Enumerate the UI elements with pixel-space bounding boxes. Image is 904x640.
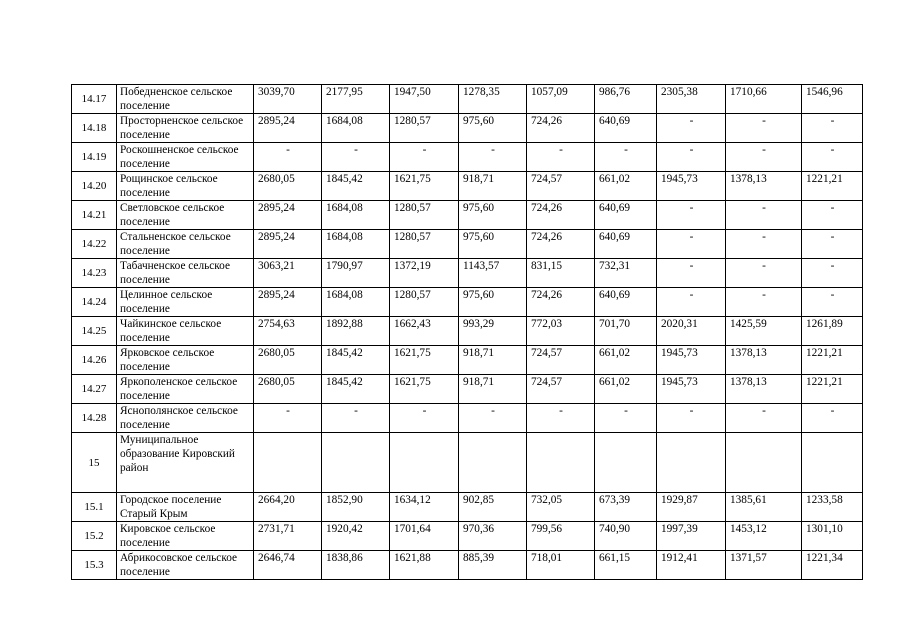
value-cell xyxy=(527,433,595,493)
value-cell: 3063,21 xyxy=(254,259,322,288)
table-row xyxy=(72,346,863,375)
value-cell: 1385,61 xyxy=(726,493,802,522)
value-cell: 1845,42 xyxy=(322,346,390,375)
table-row xyxy=(72,404,863,433)
row-number: 15 xyxy=(72,433,117,493)
settlement-name: Яснополянское сельское поселение xyxy=(117,404,254,433)
row-number: 15.2 xyxy=(72,522,117,551)
value-cell: - xyxy=(802,201,863,230)
value-cell: 1425,59 xyxy=(726,317,802,346)
value-cell: - xyxy=(802,288,863,317)
value-cell: 993,29 xyxy=(459,317,527,346)
value-cell: 2895,24 xyxy=(254,288,322,317)
table-row xyxy=(72,375,863,404)
value-cell xyxy=(726,433,802,493)
value-cell: 724,26 xyxy=(527,230,595,259)
value-cell: 1233,58 xyxy=(802,493,863,522)
value-cell: 799,56 xyxy=(527,522,595,551)
row-number: 14.21 xyxy=(72,201,117,230)
value-cell: - xyxy=(254,143,322,172)
settlement-name: Просторненское сельское поселение xyxy=(117,114,254,143)
value-cell: 718,01 xyxy=(527,551,595,580)
value-cell: 1378,13 xyxy=(726,172,802,201)
value-cell: 1378,13 xyxy=(726,375,802,404)
table-row xyxy=(72,288,863,317)
value-cell: 918,71 xyxy=(459,346,527,375)
value-cell: 1621,88 xyxy=(390,551,459,580)
value-cell: 885,39 xyxy=(459,551,527,580)
value-cell: 1280,57 xyxy=(390,230,459,259)
table-row xyxy=(72,172,863,201)
settlement-name: Городское поселение Старый Крым xyxy=(117,493,254,522)
settlement-name: Роскошненское сельское поселение xyxy=(117,143,254,172)
settlement-name: Муниципальное образование Кировский район xyxy=(117,433,254,493)
value-cell: 1701,64 xyxy=(390,522,459,551)
value-cell: - xyxy=(657,259,726,288)
value-cell: 732,31 xyxy=(595,259,657,288)
value-cell: 661,15 xyxy=(595,551,657,580)
value-cell: - xyxy=(527,404,595,433)
value-cell: - xyxy=(459,143,527,172)
value-cell: 661,02 xyxy=(595,346,657,375)
row-number: 14.25 xyxy=(72,317,117,346)
value-cell: 1371,57 xyxy=(726,551,802,580)
row-number: 14.23 xyxy=(72,259,117,288)
row-number: 14.28 xyxy=(72,404,117,433)
value-cell: - xyxy=(459,404,527,433)
value-cell: - xyxy=(802,143,863,172)
value-cell: - xyxy=(527,143,595,172)
table-row xyxy=(72,522,863,551)
value-cell xyxy=(595,433,657,493)
value-cell: - xyxy=(726,230,802,259)
value-cell: 1634,12 xyxy=(390,493,459,522)
value-cell: 2680,05 xyxy=(254,346,322,375)
value-cell: 1621,75 xyxy=(390,172,459,201)
value-cell: 2754,63 xyxy=(254,317,322,346)
value-cell: - xyxy=(657,114,726,143)
row-number: 14.18 xyxy=(72,114,117,143)
value-cell: - xyxy=(726,259,802,288)
value-cell: - xyxy=(802,114,863,143)
row-number: 15.3 xyxy=(72,551,117,580)
value-cell: 902,85 xyxy=(459,493,527,522)
tariff-table xyxy=(71,84,863,580)
value-cell: 1710,66 xyxy=(726,85,802,114)
value-cell: - xyxy=(390,404,459,433)
value-cell: - xyxy=(726,201,802,230)
value-cell: - xyxy=(657,143,726,172)
value-cell: 772,03 xyxy=(527,317,595,346)
value-cell: 2305,38 xyxy=(657,85,726,114)
value-cell: 661,02 xyxy=(595,375,657,404)
value-cell: 2680,05 xyxy=(254,375,322,404)
value-cell: 1278,35 xyxy=(459,85,527,114)
value-cell: 673,39 xyxy=(595,493,657,522)
value-cell: - xyxy=(802,230,863,259)
value-cell: 1301,10 xyxy=(802,522,863,551)
value-cell: - xyxy=(254,404,322,433)
settlement-name: Светловское сельское поселение xyxy=(117,201,254,230)
value-cell: 918,71 xyxy=(459,375,527,404)
value-cell: 1546,96 xyxy=(802,85,863,114)
value-cell: 2646,74 xyxy=(254,551,322,580)
settlement-name: Стальненское сельское поселение xyxy=(117,230,254,259)
value-cell xyxy=(802,433,863,493)
value-cell: - xyxy=(322,404,390,433)
value-cell: - xyxy=(726,404,802,433)
value-cell: 975,60 xyxy=(459,201,527,230)
table-row xyxy=(72,317,863,346)
value-cell: 1221,21 xyxy=(802,346,863,375)
value-cell: 640,69 xyxy=(595,114,657,143)
value-cell: 1838,86 xyxy=(322,551,390,580)
value-cell: 2177,95 xyxy=(322,85,390,114)
value-cell: 661,02 xyxy=(595,172,657,201)
value-cell: 1929,87 xyxy=(657,493,726,522)
settlement-name: Победненское сельское поселение xyxy=(117,85,254,114)
value-cell: 918,71 xyxy=(459,172,527,201)
value-cell: 2895,24 xyxy=(254,230,322,259)
value-cell xyxy=(657,433,726,493)
row-number: 14.26 xyxy=(72,346,117,375)
value-cell: 1662,43 xyxy=(390,317,459,346)
value-cell: 2895,24 xyxy=(254,201,322,230)
value-cell: 2731,71 xyxy=(254,522,322,551)
value-cell xyxy=(390,433,459,493)
value-cell: 724,57 xyxy=(527,375,595,404)
settlement-name: Рощинское сельское поселение xyxy=(117,172,254,201)
value-cell: 975,60 xyxy=(459,114,527,143)
value-cell: 1852,90 xyxy=(322,493,390,522)
value-cell: 1372,19 xyxy=(390,259,459,288)
settlement-name: Ярковское сельское поселение xyxy=(117,346,254,375)
value-cell xyxy=(459,433,527,493)
table-row xyxy=(72,493,863,522)
settlement-name: Целинное сельское поселение xyxy=(117,288,254,317)
value-cell: 724,57 xyxy=(527,346,595,375)
value-cell: - xyxy=(657,230,726,259)
value-cell: 831,15 xyxy=(527,259,595,288)
value-cell: 1453,12 xyxy=(726,522,802,551)
table-row xyxy=(72,551,863,580)
table-row xyxy=(72,201,863,230)
value-cell: - xyxy=(802,259,863,288)
row-number: 14.20 xyxy=(72,172,117,201)
value-cell: 724,26 xyxy=(527,288,595,317)
value-cell: 640,69 xyxy=(595,288,657,317)
value-cell: 1947,50 xyxy=(390,85,459,114)
value-cell: - xyxy=(726,288,802,317)
value-cell: 640,69 xyxy=(595,201,657,230)
value-cell: 1684,08 xyxy=(322,288,390,317)
row-number: 14.17 xyxy=(72,85,117,114)
value-cell: 724,26 xyxy=(527,114,595,143)
row-number: 14.27 xyxy=(72,375,117,404)
value-cell: 1845,42 xyxy=(322,375,390,404)
value-cell: - xyxy=(726,114,802,143)
table-row xyxy=(72,230,863,259)
table-row xyxy=(72,143,863,172)
value-cell: 1790,97 xyxy=(322,259,390,288)
value-cell: 1892,88 xyxy=(322,317,390,346)
value-cell: 1684,08 xyxy=(322,201,390,230)
value-cell: 975,60 xyxy=(459,288,527,317)
row-number: 14.22 xyxy=(72,230,117,259)
value-cell: 1221,21 xyxy=(802,375,863,404)
value-cell: 1221,34 xyxy=(802,551,863,580)
row-number: 14.24 xyxy=(72,288,117,317)
value-cell: 1945,73 xyxy=(657,172,726,201)
settlement-name: Абрикосовское сельское поселение xyxy=(117,551,254,580)
value-cell: 3039,70 xyxy=(254,85,322,114)
value-cell: 1057,09 xyxy=(527,85,595,114)
value-cell: 1261,89 xyxy=(802,317,863,346)
value-cell: 1280,57 xyxy=(390,201,459,230)
value-cell: 1378,13 xyxy=(726,346,802,375)
value-cell: 740,90 xyxy=(595,522,657,551)
row-number: 15.1 xyxy=(72,493,117,522)
table-row xyxy=(72,433,863,493)
value-cell: 1684,08 xyxy=(322,230,390,259)
value-cell: 732,05 xyxy=(527,493,595,522)
table-row xyxy=(72,114,863,143)
table-body xyxy=(72,85,863,580)
value-cell: - xyxy=(726,143,802,172)
value-cell: 1945,73 xyxy=(657,375,726,404)
value-cell: 701,70 xyxy=(595,317,657,346)
value-cell: 1684,08 xyxy=(322,114,390,143)
value-cell: 1280,57 xyxy=(390,288,459,317)
value-cell: - xyxy=(595,143,657,172)
settlement-name: Яркополенское сельское поселение xyxy=(117,375,254,404)
settlement-name: Кировское сельское поселение xyxy=(117,522,254,551)
settlement-name: Чайкинское сельское поселение xyxy=(117,317,254,346)
value-cell: 1945,73 xyxy=(657,346,726,375)
value-cell: - xyxy=(390,143,459,172)
value-cell: - xyxy=(322,143,390,172)
value-cell: 1280,57 xyxy=(390,114,459,143)
row-number: 14.19 xyxy=(72,143,117,172)
value-cell: 1997,39 xyxy=(657,522,726,551)
value-cell: 2680,05 xyxy=(254,172,322,201)
value-cell: - xyxy=(657,201,726,230)
value-cell: 724,57 xyxy=(527,172,595,201)
value-cell: 1143,57 xyxy=(459,259,527,288)
value-cell: 640,69 xyxy=(595,230,657,259)
value-cell: 2020,31 xyxy=(657,317,726,346)
value-cell: 1912,41 xyxy=(657,551,726,580)
table-row xyxy=(72,85,863,114)
value-cell: 1845,42 xyxy=(322,172,390,201)
value-cell: - xyxy=(657,288,726,317)
value-cell: 975,60 xyxy=(459,230,527,259)
value-cell: 1621,75 xyxy=(390,346,459,375)
value-cell: 1621,75 xyxy=(390,375,459,404)
value-cell: - xyxy=(595,404,657,433)
value-cell: - xyxy=(802,404,863,433)
table-row xyxy=(72,259,863,288)
value-cell: 2664,20 xyxy=(254,493,322,522)
settlement-name: Табачненское сельское поселение xyxy=(117,259,254,288)
value-cell: 970,36 xyxy=(459,522,527,551)
value-cell xyxy=(322,433,390,493)
value-cell: 986,76 xyxy=(595,85,657,114)
value-cell: 1221,21 xyxy=(802,172,863,201)
value-cell: 1920,42 xyxy=(322,522,390,551)
value-cell: 724,26 xyxy=(527,201,595,230)
value-cell: 2895,24 xyxy=(254,114,322,143)
value-cell: - xyxy=(657,404,726,433)
value-cell xyxy=(254,433,322,493)
